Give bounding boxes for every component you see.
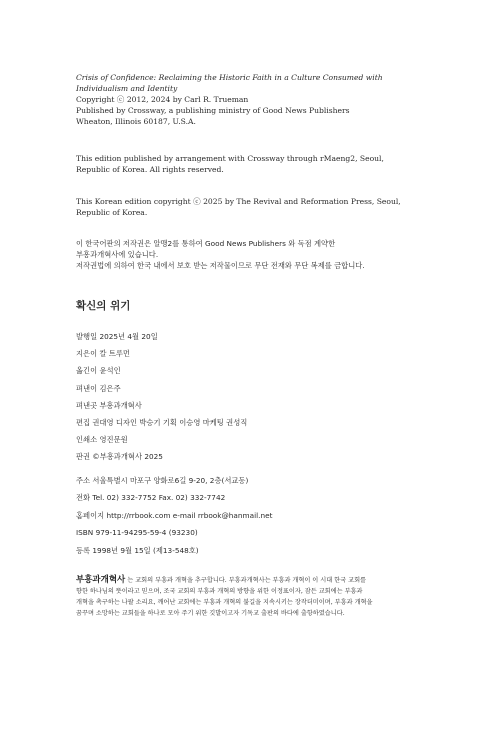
publisher-note-text-1: 는 교회의 부흥과 개혁을 추구합니다. 부흥과개혁사는 부흥과 개혁이 이 시대 한국 교회를 xyxy=(127,577,367,584)
colophon-line: 편집 권대영 디자인 박승기 기획 이승영 마케팅 권성직 xyxy=(76,418,248,428)
colophon-line: 지은이 칼 트루먼 xyxy=(76,349,130,359)
publisher-address: Wheaton, Illinois 60187, U.S.A. xyxy=(76,117,196,126)
contact-line: 전화 Tel. 02) 332-7752 Fax. 02) 332-7742 xyxy=(76,493,226,503)
colophon-line: 인쇄소 영진문원 xyxy=(76,435,128,445)
contact-line: ISBN 979-11-94295-59-4 (93230) xyxy=(76,528,198,538)
original-title-line-2: Individualism and Identity xyxy=(76,84,178,93)
original-title-line-1: Crisis of Confidence: Reclaiming the Historic Faith in a Culture Consumed with xyxy=(76,73,383,82)
colophon-line: 판권 ©부흥과개혁사 2025 xyxy=(76,452,163,462)
korean-copyright-line-2: 부흥과개혁사에 있습니다. xyxy=(76,250,159,259)
arrangement-block xyxy=(76,153,426,175)
publisher-credit: Published by Crossway, a publishing ministry of Good News Publishers xyxy=(76,106,350,115)
colophon-line: 펴낸이 김은주 xyxy=(76,383,121,393)
korean-copyright-line-3: 저작권법에 의하여 한국 내에서 보호 받는 저작물이므로 무단 전재와 무단 복제를 금합니다. xyxy=(76,261,365,270)
publisher-note-line-3: 개혁을 촉구하는 나팔 소리요, 깨어난 교회에는 부흥과 개혁의 불길을 지속시키는 장작더미이며, 부흥과 개혁을 xyxy=(76,599,373,606)
korean-copyright-line-1: 이 한국어판의 저작권은 알맹2를 통하여 Good News Publishers 와 독점 계약한 xyxy=(76,239,336,248)
book-title: 확신의 위기 xyxy=(76,300,131,312)
copyright-notice: Copyright ⓒ 2012, 2024 by Carl R. Trueman xyxy=(76,95,249,104)
colophon-block xyxy=(76,328,426,466)
korean-edition-line-1: This Korean edition copyright ⓒ 2025 by The Revival and Reformation Press, Seoul, xyxy=(76,197,401,206)
arrangement-line-2: Republic of Korea. All rights reserved. xyxy=(76,165,224,174)
korean-edition-block xyxy=(76,196,426,218)
colophon-line: 발행일 2025년 4월 20일 xyxy=(76,332,158,341)
publisher-note-line-4: 꿈꾸며 소망하는 교회들을 하나로 모아 주기 위한 깃발이고자 기독교 출판의 바다에 출항하였습니다. xyxy=(76,610,345,617)
publisher-note-line-2: 향한 하나님의 뜻이라고 믿으며, 조국 교회의 부흥과 개혁의 방향을 위한 이정표이자, 잠든 교회에는 부흥과 xyxy=(76,588,363,595)
colophon-line: 펴낸곳 부흥과개혁사 xyxy=(76,400,142,410)
publisher-brand: 부흥과개혁사 xyxy=(76,575,126,585)
korean-copyright-block xyxy=(76,238,426,271)
colophon-line: 옮긴이 윤석인 xyxy=(76,366,121,376)
arrangement-line-1: This edition published by arrangement with Crossway through rMaeng2, Seoul, xyxy=(76,154,384,163)
contact-line: 등록 1998년 9월 15일 (제13-548호) xyxy=(76,545,199,555)
publisher-note-block xyxy=(76,575,436,619)
contact-line: 주소 서울특별시 마포구 양화로6길 9-20, 2층(서교동) xyxy=(76,476,249,485)
english-copyright-block xyxy=(76,72,426,127)
contact-line: 홈페이지 http://rrbook.com e-mail rrbook@hanmail.net xyxy=(76,510,273,520)
publisher-note-line-1 xyxy=(76,575,436,586)
contact-block xyxy=(76,472,426,559)
korean-edition-line-2: Republic of Korea. xyxy=(76,208,148,217)
book-title-block xyxy=(76,301,426,312)
